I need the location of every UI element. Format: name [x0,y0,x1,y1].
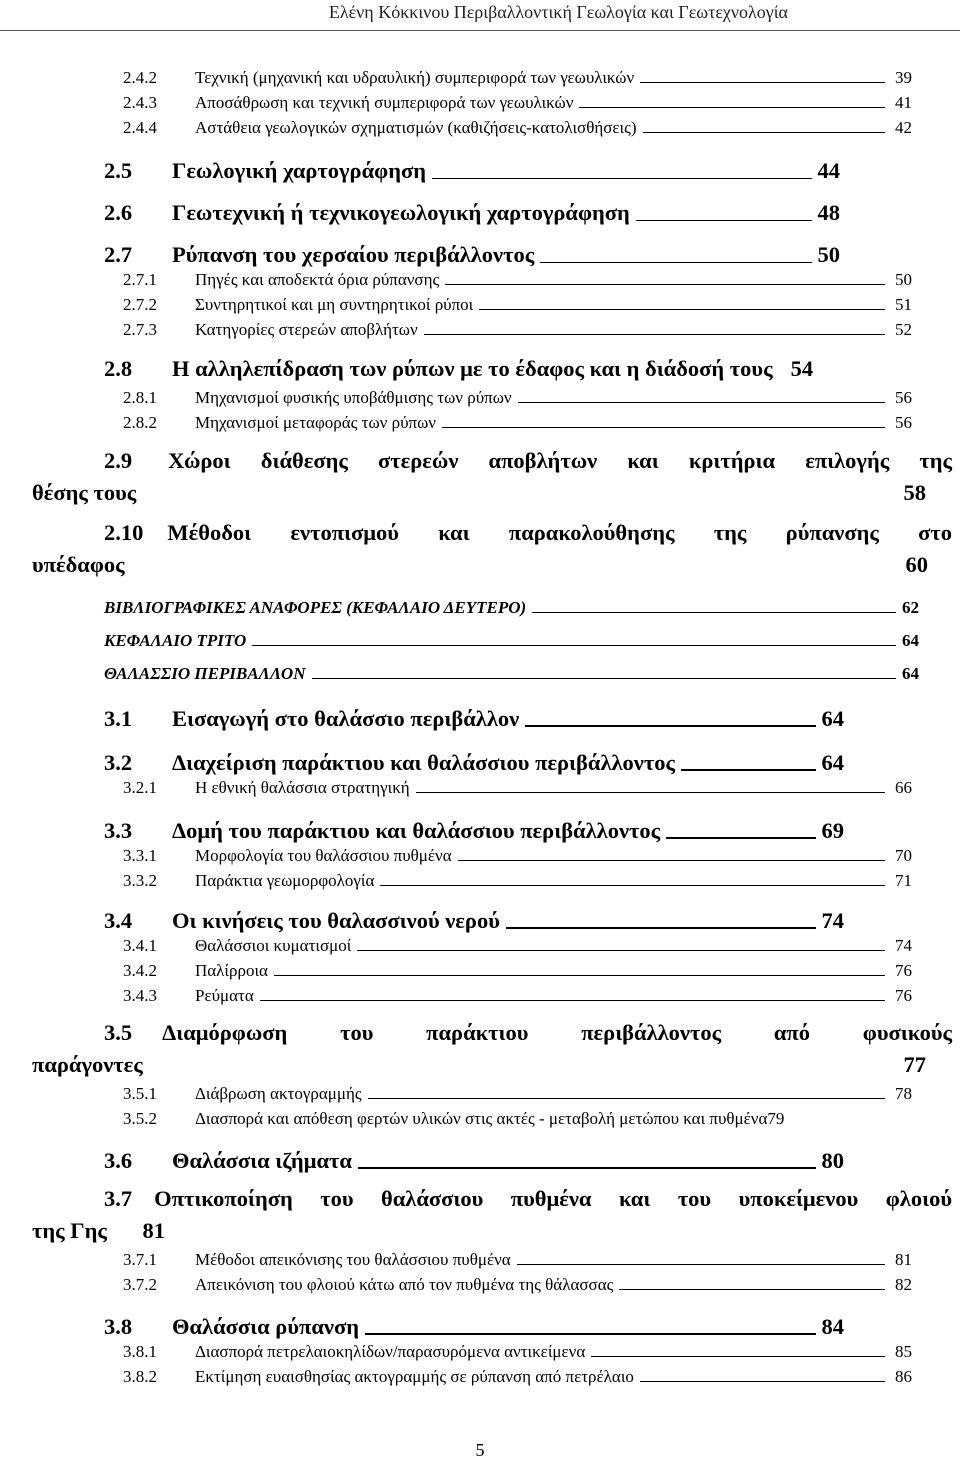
toc-entry-2-7-2[interactable] [123,293,919,315]
toc-title: Διαχείριση παράκτιου και θαλάσσιου περιβάλλοντος [172,750,675,775]
toc-entry-chapter-three[interactable] [104,629,919,651]
toc-page: 85 [895,1342,912,1361]
toc-page: 69 [821,818,844,843]
leader-line [260,1000,885,1001]
toc-title: Απεικόνιση του φλοιού κάτω από τον πυθμένα της θάλασσας [195,1275,614,1294]
toc-page: 64 [821,706,844,731]
toc-page: 84 [821,1314,844,1339]
toc-title: Εκτίμηση ευαισθησίας ακτογραμμής σε ρύπανση από πετρέλαιο [195,1367,634,1386]
toc-entry-2-8-1[interactable] [123,386,919,408]
toc-title: Μορφολογία του θαλάσσιου πυθμένα [195,846,452,865]
toc-number: 3.8 [104,1314,133,1339]
toc-page: 82 [895,1275,912,1294]
toc-page: 76 [895,986,912,1005]
toc-number: 3.3.1 [123,846,157,865]
toc-page: 39 [895,68,912,87]
toc-entry-3-3-2[interactable] [123,869,919,891]
toc-page: 54 [790,356,814,381]
toc-entry-marine-environment[interactable] [104,662,919,684]
toc-entry-3-6[interactable] [104,1144,844,1174]
toc-entry-3-5-1[interactable] [123,1082,919,1104]
toc-title: Τεχνική (μηχανική και υδραυλική) συμπεριφορά των γεωυλικών [195,68,635,87]
toc-entry-3-8[interactable] [104,1310,844,1340]
toc-title-line-2 [32,552,952,578]
toc-title: Οι κινήσεις του θαλασσινού νερού [172,908,500,933]
leader-line [681,769,816,771]
toc-page: 81 [895,1250,912,1269]
toc-number: 3.5.2 [123,1109,157,1128]
toc-page: 48 [817,200,840,225]
toc-page: 81 [142,1218,165,1243]
running-header [0,0,960,31]
toc-title: Μηχανισμοί μεταφοράς των ρύπων [195,413,436,432]
toc-entry-2-4-3[interactable] [123,91,919,113]
toc-page: 50 [817,242,840,267]
toc-number: 2.4.4 [123,118,157,137]
toc-entry-3-1[interactable] [104,702,844,732]
toc-entry-2-4-2[interactable] [123,66,919,88]
toc-page: 74 [895,936,912,955]
toc-title-line-2 [32,1052,952,1078]
leader-line [666,837,815,839]
toc-number: 3.3 [104,818,133,843]
toc-title: Θαλάσσια ρύπανση [172,1314,359,1339]
toc-title: Αστάθεια γεωλογικών σχηματισμών (καθιζήσεις-κατολισθήσεις) [195,118,637,137]
leader-line [640,1381,885,1382]
toc-entry-3-4[interactable] [104,904,844,934]
toc-entry-3-7-1[interactable] [123,1248,919,1270]
toc-page: 56 [895,413,912,432]
toc-title: Εισαγωγή στο θαλάσσιο περιβάλλον [172,706,520,731]
header-title: Ελένη Κόκκινου Περιβαλλοντική Γεωλογία και Γεωτεχνολογία [328,2,788,22]
toc-page: 41 [895,93,912,112]
leader-line [416,792,885,793]
toc-number: 3.5.1 [123,1084,157,1103]
toc-title-line-1 [104,1020,952,1046]
toc-number: 2.7.3 [123,320,157,339]
toc-entry-3-8-1[interactable] [123,1340,919,1362]
toc-title-line-1 [104,448,952,474]
toc-title: Πηγές και αποδεκτά όρια ρύπανσης [195,270,440,289]
toc-number: 2.4.2 [123,68,157,87]
leader-line [518,402,885,403]
toc-entry-3-4-2[interactable] [123,959,919,981]
toc-title: ΚΕΦΑΛΑΙΟ ΤΡΙΤΟ [104,631,247,650]
toc-page: 50 [895,270,912,289]
toc-title: Γεωλογική χαρτογράφηση [172,158,426,183]
toc-number: 2.6 [104,200,133,225]
toc-title: Η εθνική θαλάσσια στρατηγική [195,778,410,797]
toc-page: 64 [821,750,844,775]
toc-number: 2.8.1 [123,388,157,407]
toc-entry-2-5[interactable] [104,154,840,184]
toc-page: 74 [821,908,844,933]
toc-number: 2.7 [104,242,133,267]
toc-number: 2.10 [104,520,144,545]
toc-number: 2.7.1 [123,270,157,289]
toc-entry-3-3-1[interactable] [123,844,919,866]
toc-entry-2-8-2[interactable] [123,411,919,433]
toc-title-cont: παράγοντες [32,1052,143,1077]
leader-line [506,927,816,929]
toc-title: Διαμόρφωση του παράκτιου περιβάλλοντος από φυσικούς [162,1020,952,1045]
toc-number: 3.7.1 [123,1250,157,1269]
toc-number: 2.8.2 [123,413,157,432]
leader-line [357,950,885,951]
toc-entry-2-10[interactable] [32,520,952,584]
toc-title: Αποσάθρωση και τεχνική συμπεριφορά των γεωυλικών [195,93,574,112]
page-number: 5 [475,1440,485,1460]
leader-line [358,1167,816,1169]
leader-line [274,975,885,976]
toc-page: 64 [902,664,919,683]
leader-line [636,220,812,221]
leader-line [380,885,885,886]
toc-number: 3.2.1 [123,778,157,797]
toc-title: Συντηρητικοί και μη συντηρητικοί ρύποι [195,295,474,314]
toc-title-cont: θέσης τους [32,480,137,505]
toc-number: 3.4.1 [123,936,157,955]
toc-title: Χώροι διάθεσης στερεών αποβλήτων και κριτήρια επιλογής της [168,448,952,473]
leader-line [252,645,896,646]
toc-title-line-1 [104,520,952,546]
leader-line [643,132,885,133]
leader-line [458,860,885,861]
toc-entry-3-3[interactable] [104,814,844,844]
toc-title-line-2 [32,480,952,506]
toc-title: ΘΑΛΑΣΣΙΟ ΠΕΡΙΒΑΛΛΟΝ [104,664,306,683]
leader-line [517,1264,885,1265]
leader-line [579,107,885,108]
toc-title: Διασπορά πετρελαιοκηλίδων/παρασυρόμενα αντικείμενα [195,1342,586,1361]
toc-title-cont: της Γης [32,1218,107,1243]
leader-line [432,178,812,179]
toc-page: 77 [903,1052,926,1077]
toc-title: Οπτικοποίηση του θαλάσσιου πυθμένα και του υποκείμενου φλοιού [154,1186,952,1211]
toc-entry-2-7-3[interactable] [123,318,919,340]
toc-entry-3-2-1[interactable] [123,776,919,798]
toc-page: 76 [895,961,912,980]
leader-line [525,725,815,727]
toc-title: Διασπορά και απόθεση φερτών υλικών στις ακτές - μεταβολή μετώπου και πυθμένα [195,1109,768,1128]
toc-title: Γεωτεχνική ή τεχνικογεωλογική χαρτογράφηση [172,200,630,225]
toc-number: 3.7 [104,1186,133,1211]
toc-page: 79 [767,1109,785,1128]
toc-number: 3.1 [104,706,133,731]
leader-line [368,1098,885,1099]
toc-title: Παράκτια γεωμορφολογία [195,871,375,890]
leader-line [619,1289,885,1290]
leader-line [312,678,897,679]
leader-line [591,1356,885,1357]
toc-number: 2.7.2 [123,295,157,314]
leader-line [365,1333,816,1335]
toc-entry-2-8[interactable] [104,352,944,382]
toc-page: 52 [895,320,912,339]
toc-title: Διάβρωση ακτογραμμής [195,1084,362,1103]
toc-page: 64 [902,631,919,650]
leader-line [479,309,885,310]
toc-title: ΒΙΒΛΙΟΓΡΑΦΙΚΕΣ ΑΝΑΦΟΡΕΣ (ΚΕΦΑΛΑΙΟ ΔΕΥΤΕΡΟ) [104,598,527,617]
toc-number: 3.5 [104,1020,133,1045]
toc-number: 3.4.2 [123,961,157,980]
toc-page: 44 [817,158,840,183]
toc-number: 3.3.2 [123,871,157,890]
toc-page: 71 [895,871,912,890]
toc-title-line-1 [104,1186,952,1212]
toc-title: Ρεύματα [195,986,254,1005]
leader-line [442,427,885,428]
toc-entry-2-6[interactable] [104,196,840,226]
toc-page: 42 [895,118,912,137]
leader-line [424,334,885,335]
toc-number: 3.6 [104,1148,133,1173]
leader-line [445,284,885,285]
toc-page: 78 [895,1084,912,1103]
toc-title: Μηχανισμοί φυσικής υποβάθμισης των ρύπων [195,388,512,407]
toc-title: Κατηγορίες στερεών αποβλήτων [195,320,418,339]
toc-number: 2.4.3 [123,93,157,112]
toc-page: 56 [895,388,912,407]
toc-number: 2.5 [104,158,133,183]
toc-page: 58 [903,480,926,505]
toc-page: 66 [895,778,912,797]
toc-entry-3-7-2[interactable] [123,1273,919,1295]
toc-title-cont: υπέδαφος [32,552,125,577]
toc-page: 51 [895,295,912,314]
leader-line [640,82,885,83]
toc-number: 3.4.3 [123,986,157,1005]
toc-entry-3-4-3[interactable] [123,984,919,1006]
toc-entry-bibliography[interactable] [104,596,919,618]
toc-title: Θαλάσσια ιζήματα [172,1148,352,1173]
toc-title: Δομή του παράκτιου και θαλάσσιου περιβάλλοντος [172,818,661,843]
toc-page: 60 [905,552,928,577]
toc-title: Η αλληλεπίδραση των ρύπων με το έδαφος και η διάδοσή τους [172,356,773,381]
toc-number: 3.4 [104,908,133,933]
toc-entry-2-7[interactable] [104,238,840,268]
toc-number: 3.7.2 [123,1275,157,1294]
toc-number: 2.9 [104,448,133,473]
toc-title: Μέθοδοι εντοπισμού και παρακολούθησης της ρύπανσης στο [167,520,952,545]
toc-page: 70 [895,846,912,865]
toc-entry-3-7[interactable] [32,1186,952,1250]
toc-title: Παλίρροια [195,961,268,980]
leader-line [540,262,811,263]
toc-page: 80 [821,1148,844,1173]
toc-title: Θαλάσσιοι κυματισμοί [195,936,352,955]
toc-entry-2-9[interactable] [32,448,952,512]
toc-number: 3.8.2 [123,1367,157,1386]
toc-entry-3-8-2[interactable] [123,1365,919,1387]
toc-entry-3-2[interactable] [104,746,844,776]
toc-title: Μέθοδοι απεικόνισης του θαλάσσιου πυθμένα [195,1250,511,1269]
toc-entry-3-5-2[interactable] [123,1107,943,1129]
toc-entry-2-7-1[interactable] [123,268,919,290]
toc-entry-3-5[interactable] [32,1020,952,1084]
toc-number: 3.2 [104,750,133,775]
toc-title: Ρύπανση του χερσαίου περιβάλλοντος [172,242,535,267]
toc-page: 86 [895,1367,912,1386]
toc-title-line-2 [32,1218,952,1244]
toc-number: 3.8.1 [123,1342,157,1361]
toc-entry-2-4-4[interactable] [123,116,919,138]
leader-line [532,612,896,613]
toc-page: 62 [902,598,919,617]
toc-entry-3-4-1[interactable] [123,934,919,956]
toc-number: 2.8 [104,356,133,381]
